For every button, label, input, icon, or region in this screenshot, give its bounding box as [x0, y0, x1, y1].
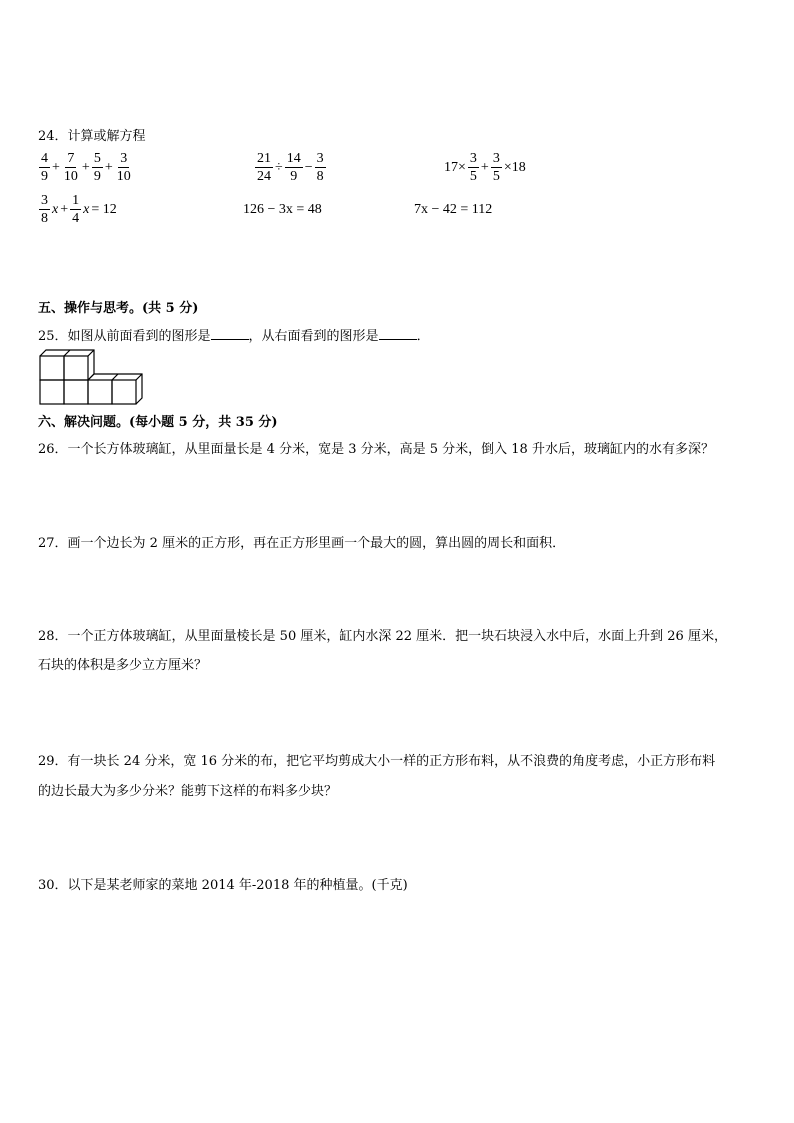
fraction: $\frac{1}{4}$	[72, 193, 80, 226]
q27-text: 27．画一个边长为 2 厘米的正方形，再在正方形里画一个最大的圆，算出圆的周长和面积．	[38, 536, 566, 551]
q24-equation-3: 7x − 42 = 112	[414, 202, 493, 217]
fraction: $\frac{7}{10}$	[63, 151, 78, 184]
q25-text: 25．如图从前面看到的图形是 ，从右面看到的图形是 ．	[38, 329, 430, 344]
q24-expression-1: $\frac{4}{9}$ + $\frac{7}{10}$ + $\frac{5}{9}$ + $\frac{3}{10}$	[41, 151, 131, 184]
q30-text: 30．以下是某老师家的菜地 2014 年-2018 年的种植量。(千克)	[38, 878, 408, 893]
section-5-heading: 五、操作与思考。(共 5 分)	[38, 301, 199, 316]
fraction: $\frac{21}{24}$	[257, 151, 271, 184]
q24-expression-3: 17× $\frac{3}{5}$ + $\frac{3}{5}$ ×18	[444, 151, 526, 184]
q28-text-line-1: 28．一个正方体玻璃缸，从里面量棱长是 50 厘米，缸内水深 22 厘米．把一块石块浸入水中后，水面上升到 26 厘米，	[38, 629, 727, 644]
fraction: $\frac{3}{8}$	[41, 193, 48, 226]
fraction: $\frac{3}{10}$	[116, 151, 131, 184]
q24-equation-2: 126 − 3x = 48	[243, 202, 322, 217]
cube-stack-figure	[38, 348, 148, 408]
q26-text: 26．一个长方体玻璃缸，从里面量长是 4 分米，宽是 3 分米，高是 5 分米，倒入 18 升水后，玻璃缸内的水有多深？	[38, 442, 714, 457]
fraction: $\frac{3}{5}$	[469, 151, 477, 184]
q24-expression-2: $\frac{21}{24}$ ÷ $\frac{14}{9}$ − $\frac{3}{8}$	[257, 151, 324, 184]
fraction: $\frac{3}{8}$	[316, 151, 324, 184]
q29-text-line-2: 的边长最大为多少分米？能剪下这样的布料多少块？	[38, 784, 338, 799]
q24-equation-1: $\frac{3}{8}$ x + $\frac{1}{4}$ x= 12	[41, 193, 117, 226]
section-6-heading: 六、解决问题。(每小题 5 分，共 35 分)	[38, 415, 278, 430]
fraction: $\frac{3}{5}$	[492, 151, 500, 184]
answer-blank[interactable]	[379, 327, 417, 340]
fraction: $\frac{5}{9}$	[93, 151, 101, 184]
fraction: $\frac{14}{9}$	[286, 151, 301, 184]
q28-text-line-2: 石块的体积是多少立方厘米？	[38, 658, 208, 673]
q24-title: 24．计算或解方程	[38, 129, 146, 144]
q29-text-line-1: 29．有一块长 24 分米，宽 16 分米的布，把它平均剪成大小一样的正方形布料，从不浪费的角度考虑，小正方形布料	[38, 754, 716, 769]
answer-blank[interactable]	[211, 327, 249, 340]
fraction: $\frac{4}{9}$	[41, 151, 48, 184]
